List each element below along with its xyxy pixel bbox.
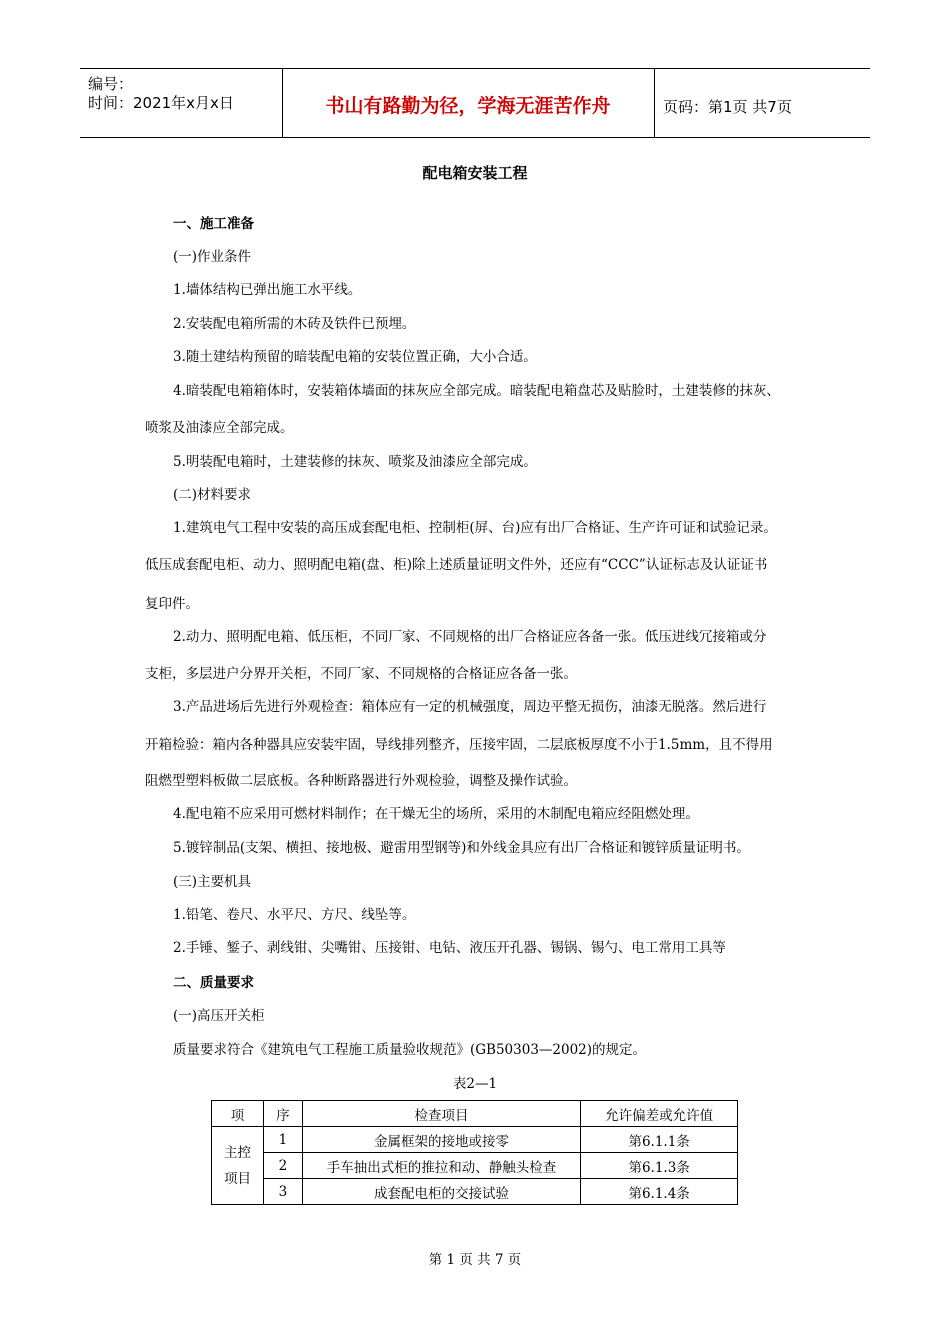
header-page-info: 页码：第1页 共7页 — [663, 98, 792, 116]
table-caption: 表2—1 — [452, 1076, 498, 1092]
table-row — [212, 1153, 738, 1179]
paragraph-line: 1.建筑电气工程中安装的高压成套配电柜、控制柜(屏、台)应有出厂合格证、生产许可证和试验记录。 — [173, 520, 777, 536]
header-motto-cell — [282, 69, 655, 137]
table-cell-index: 2 — [263, 1153, 302, 1179]
paragraph-line: 1.墙体结构已弹出施工水平线。 — [173, 282, 362, 298]
table-cell-item: 手车抽出式柜的推拉和动、静触头检查 — [302, 1153, 580, 1179]
header-motto: 书山有路勤为径，学海无涯苦作舟 — [325, 95, 611, 117]
table-group-label: 主控 — [223, 1144, 251, 1161]
table-cell-value: 第6.1.4条 — [581, 1179, 738, 1205]
table-header-cell: 检查项目 — [302, 1101, 580, 1127]
table-cell-index: 1 — [263, 1127, 302, 1153]
paragraph-line: 2.安装配电箱所需的木砖及铁件已预埋。 — [173, 316, 416, 332]
table-cell-item: 金属框架的接地或接零 — [302, 1127, 580, 1153]
document-date: 时间：2021年x月x日 — [88, 94, 234, 112]
paragraph-line: 5.镀锌制品(支架、横担、接地极、避雷用型钢等)和外线金具应有出厂合格证和镀锌质量证明书。 — [173, 840, 750, 856]
subsection-heading: (一)作业条件 — [173, 249, 252, 265]
paragraph-line: 质量要求符合《建筑电气工程施工质量验收规范》(GB50303—2002)的规定。 — [173, 1042, 647, 1058]
table-cell-value: 第6.1.3条 — [581, 1153, 738, 1179]
table-row — [212, 1179, 738, 1205]
table-group-cell — [212, 1127, 264, 1205]
paragraph-line: 5.明装配电箱时，土建装修的抹灰、喷浆及油漆应全部完成。 — [173, 454, 537, 470]
paragraph-line: 阻燃型塑料板做二层底板。各种断路器进行外观检验，调整及操作试验。 — [145, 773, 577, 789]
table-header-cell: 序 — [263, 1101, 302, 1127]
paragraph-line: 复印件。 — [145, 596, 199, 612]
table-header-row — [212, 1101, 738, 1127]
paragraph-line: 4.配电箱不应采用可燃材料制作；在干燥无尘的场所，采用的木制配电箱应经阻燃处理。 — [173, 806, 699, 822]
inspection-table — [211, 1100, 738, 1205]
table-cell-value: 第6.1.1条 — [581, 1127, 738, 1153]
section-heading-quality: 二、质量要求 — [173, 975, 254, 991]
section-heading-preparation: 一、施工准备 — [173, 216, 254, 232]
paragraph-line: 低压成套配电柜、动力、照明配电箱(盘、柜)除上述质量证明文件外，还应有“CCC”认证标志及认证证书 — [145, 557, 768, 573]
document-header — [80, 68, 870, 138]
table-group-label: 项目 — [223, 1170, 251, 1187]
table-cell-item: 成套配电柜的交接试验 — [302, 1179, 580, 1205]
paragraph-line: 2.动力、照明配电箱、低压柜，不同厂家、不同规格的出厂合格证应各备一张。低压进线冗接箱或分 — [173, 629, 767, 645]
subsection-heading: (三)主要机具 — [173, 874, 252, 890]
subsection-heading: (二)材料要求 — [173, 487, 252, 503]
paragraph-line: 开箱检验：箱内各种器具应安装牢固，导线排列整齐，压接牢固，二层底板厚度不小于1.5mm，且不得用 — [145, 737, 773, 753]
paragraph-line: 2.手锤、錾子、剥线钳、尖嘴钳、压接钳、电钻、液压开孔器、锡锅、锡勺、电工常用工具等 — [173, 940, 726, 956]
paragraph-line: 喷浆及油漆应全部完成。 — [145, 420, 294, 436]
paragraph-line: 4.暗装配电箱箱体时，安装箱体墙面的抹灰应全部完成。暗装配电箱盘芯及贴脸时，土建装修的抹灰、 — [173, 383, 780, 399]
subsection-heading: (一)高压开关柜 — [173, 1008, 265, 1024]
page-footer: 第 1 页 共 7 页 — [428, 1252, 522, 1268]
table-row — [212, 1127, 738, 1153]
paragraph-line: 1.铅笔、卷尺、水平尺、方尺、线坠等。 — [173, 907, 416, 923]
table-header-cell: 允许偏差或允许值 — [581, 1101, 738, 1127]
paragraph-line: 3.产品进场后先进行外观检查：箱体应有一定的机械强度，周边平整无损伤，油漆无脱落。然后进行 — [173, 699, 767, 715]
paragraph-line: 支柜，多层进户分界开关柜，不同厂家、不同规格的合格证应各备一张。 — [145, 666, 577, 682]
document-number-label: 编号： — [88, 75, 134, 93]
document-title: 配电箱安装工程 — [422, 164, 528, 182]
paragraph-line: 3.随土建结构预留的暗装配电箱的安装位置正确，大小合适。 — [173, 349, 537, 365]
table-header-cell: 项 — [212, 1101, 264, 1127]
header-meta-cell — [80, 69, 283, 137]
table-cell-index: 3 — [263, 1179, 302, 1205]
